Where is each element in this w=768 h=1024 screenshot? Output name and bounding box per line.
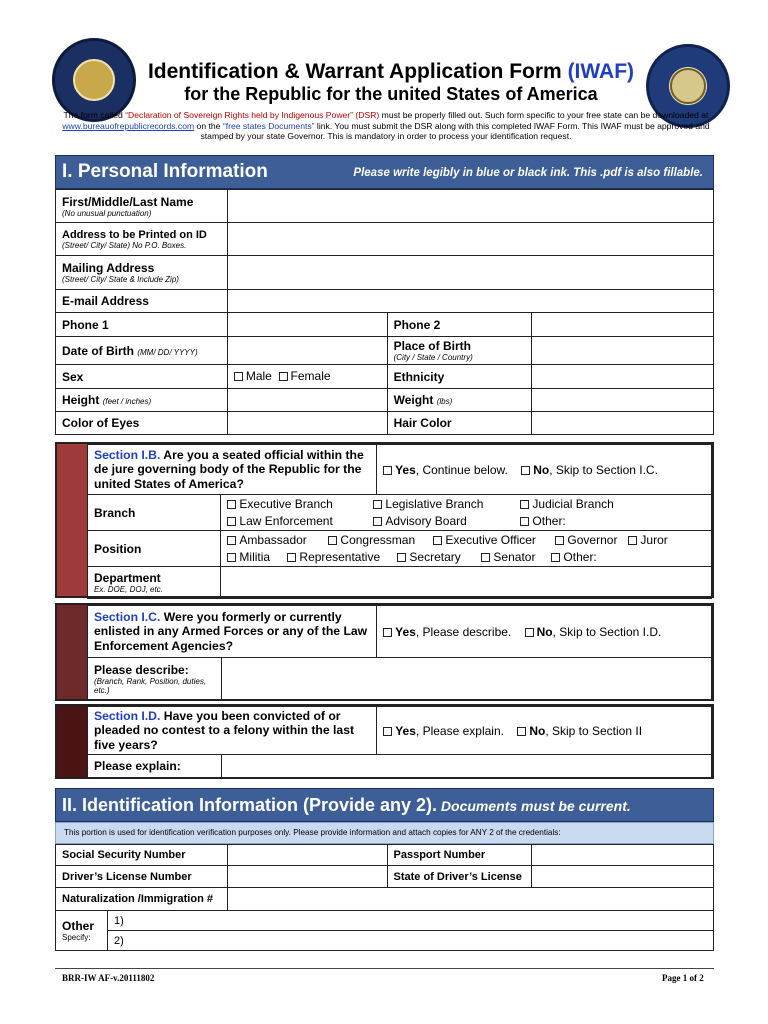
position-ambassador[interactable]: Ambassador xyxy=(227,532,328,549)
intro-paragraph: The form called “Declaration of Sovereign Rights held by Indigenous Power” (DSR) must be properly filled out. Such form specific to your free state can be downloaded at www.bureauofrepublicrecords.com on the “free states Documents” link. You must submit the DSR along with this completed IWAF Form. This IWAF must be approved and stamped by your state Governor. This is mandatory in order to process your identification request. xyxy=(62,110,710,142)
page-number: Page 1 of 2 xyxy=(662,973,704,983)
section-1-header xyxy=(55,155,714,189)
checkbox-icon xyxy=(227,517,236,526)
checkbox-icon xyxy=(373,500,382,509)
checkbox-icon xyxy=(555,536,564,545)
branch-law-enforcement[interactable]: Law Enforcement xyxy=(227,513,373,530)
address-field[interactable] xyxy=(227,223,713,256)
dob-field[interactable] xyxy=(227,337,387,365)
bureau-link[interactable]: www.bureauofrepublicrecords.com xyxy=(62,120,195,131)
section-id-question: Section I.D. Have you been convicted of or pleaded no contest to a felony within the last five years? xyxy=(88,707,377,755)
branch-executive[interactable]: Executive Branch xyxy=(227,496,373,513)
position-label: Position xyxy=(88,531,221,567)
footer-divider xyxy=(55,968,714,969)
explain-field[interactable] xyxy=(221,755,711,778)
checkbox-icon xyxy=(383,628,392,637)
weight-label: Weight (lbs) xyxy=(387,389,532,412)
passport-field[interactable] xyxy=(532,845,714,866)
dl-state-label: State of Driver’s License xyxy=(387,866,532,888)
phone1-label: Phone 1 xyxy=(56,313,228,337)
name-label: First/Middle/Last Name (No unusual punctuation) xyxy=(56,190,228,223)
section-id-no[interactable]: No, Skip to Section II xyxy=(517,724,642,738)
position-congressman[interactable]: Congressman xyxy=(328,532,433,549)
department-field[interactable] xyxy=(221,567,712,599)
hair-label: Hair Color xyxy=(387,412,532,435)
eyes-field[interactable] xyxy=(227,412,387,435)
checkbox-icon xyxy=(383,727,392,736)
email-field[interactable] xyxy=(227,290,713,313)
branch-options xyxy=(221,495,712,531)
checkbox-icon xyxy=(279,372,288,381)
email-label: E-mail Address xyxy=(56,290,228,313)
section-id-yes[interactable]: Yes, Please explain. xyxy=(383,724,504,738)
dob-label: Date of Birth (MM/ DD/ YYYY) xyxy=(56,337,228,365)
position-representative[interactable]: Representative xyxy=(287,549,397,566)
position-executive-officer[interactable]: Executive Officer xyxy=(433,532,555,549)
section-id-color-bar xyxy=(57,706,87,777)
section-ib-color-bar xyxy=(57,444,87,596)
ethnicity-label: Ethnicity xyxy=(387,365,532,389)
checkbox-icon xyxy=(227,536,236,545)
height-field[interactable] xyxy=(227,389,387,412)
section-2-note: This portion is used for identification verification purposes only. Please provide information and attach copies for ANY 2 of the credentials: xyxy=(55,822,714,844)
position-militia[interactable]: Militia xyxy=(227,549,287,566)
naturalization-label: Naturalization /Immigration # xyxy=(56,888,228,911)
section-ib-no[interactable]: No, Skip to Section I.C. xyxy=(521,463,658,477)
checkbox-icon xyxy=(227,553,236,562)
position-senator[interactable]: Senator xyxy=(481,549,551,566)
other-field-2[interactable]: 2) xyxy=(107,931,713,951)
form-title: Identification & Warrant Application Form (IWAF) xyxy=(147,60,635,83)
dl-state-field[interactable] xyxy=(532,866,714,888)
mailing-field[interactable] xyxy=(227,256,713,290)
checkbox-icon xyxy=(287,553,296,562)
explain-label: Please explain: xyxy=(88,755,222,778)
section-ic-yes[interactable]: Yes, Please describe. xyxy=(383,625,511,639)
position-governor[interactable]: Governor xyxy=(555,532,628,549)
position-juror[interactable]: Juror xyxy=(628,533,667,547)
section-id xyxy=(55,704,714,779)
section-ic-no[interactable]: No, Skip to Section I.D. xyxy=(525,625,662,639)
address-label: Address to be Printed on ID (Street/ City/ State) No P.O. Boxes. xyxy=(56,223,228,256)
position-options xyxy=(221,531,712,567)
section-1-note: Please write legibly in blue or black ink. This .pdf is also fillable. xyxy=(353,167,703,179)
ssn-field[interactable] xyxy=(227,845,387,866)
dl-label: Driver’s License Number xyxy=(56,866,228,888)
checkbox-icon xyxy=(433,536,442,545)
section-ib-answer xyxy=(377,445,712,495)
checkbox-icon xyxy=(525,628,534,637)
sex-options xyxy=(227,365,387,389)
section-ic xyxy=(55,603,714,701)
eyes-label: Color of Eyes xyxy=(56,412,228,435)
checkbox-icon xyxy=(520,500,529,509)
checkbox-icon xyxy=(328,536,337,545)
phone2-field[interactable] xyxy=(532,313,714,337)
section-id-answer xyxy=(377,707,712,755)
section-ic-answer xyxy=(377,606,712,658)
branch-label: Branch xyxy=(88,495,221,531)
describe-label: Please describe: (Branch, Rank, Position, duties, etc.) xyxy=(88,658,222,700)
passport-label: Passport Number xyxy=(387,845,532,866)
describe-field[interactable] xyxy=(221,658,711,700)
section-ib-question: Section I.B. Are you a seated official within the de jure governing body of the Republic for the united States of America? xyxy=(88,445,377,495)
mailing-label: Mailing Address (Street/ City/ State & Include Zip) xyxy=(56,256,228,290)
checkbox-icon xyxy=(517,727,526,736)
branch-other[interactable]: Other: xyxy=(520,514,565,528)
other-field-1[interactable]: 1) xyxy=(107,911,713,931)
hair-field[interactable] xyxy=(532,412,714,435)
sex-male-option[interactable]: Male xyxy=(234,369,272,383)
sex-label: Sex xyxy=(56,365,228,389)
section-ib-yes[interactable]: Yes, Continue below. xyxy=(383,463,508,477)
checkbox-icon xyxy=(520,517,529,526)
checkbox-icon xyxy=(373,517,382,526)
checkbox-icon xyxy=(234,372,243,381)
naturalization-field[interactable] xyxy=(227,888,713,911)
other-label: Other Specify: xyxy=(56,911,108,951)
pob-field[interactable] xyxy=(532,337,714,365)
ethnicity-field[interactable] xyxy=(532,365,714,389)
form-version: BRR-IW AF-v.20111802 xyxy=(62,973,155,983)
section-1-title: I. Personal Information xyxy=(62,161,268,182)
checkbox-icon xyxy=(383,466,392,475)
checkbox-icon xyxy=(628,536,637,545)
section-2-title: II. Identification Information (Provide any 2). Documents must be current. xyxy=(62,795,631,815)
height-label: Height (feet / inches) xyxy=(56,389,228,412)
phone1-field[interactable] xyxy=(227,313,387,337)
dl-field[interactable] xyxy=(227,866,387,888)
department-label: Department Ex. DOE, DOJ, etc. xyxy=(88,567,221,599)
sex-female-option[interactable]: Female xyxy=(279,369,331,383)
section-2-header xyxy=(55,788,714,822)
ssn-label: Social Security Number xyxy=(56,845,228,866)
phone2-label: Phone 2 xyxy=(387,313,532,337)
checkbox-icon xyxy=(397,553,406,562)
section-ib xyxy=(55,442,714,598)
branch-advisory-board[interactable]: Advisory Board xyxy=(373,513,520,530)
pob-label: Place of Birth (City / State / Country) xyxy=(387,337,532,365)
identification-table xyxy=(55,844,714,951)
position-other[interactable]: Other: xyxy=(551,550,596,564)
form-subtitle: for the Republic for the united States of America xyxy=(184,84,598,104)
section-ic-question: Section I.C. Were you formerly or currently enlisted in any Armed Forces or any of the Law Enforcement Agencies? xyxy=(88,606,377,658)
branch-legislative[interactable]: Legislative Branch xyxy=(373,496,520,513)
checkbox-icon xyxy=(521,466,530,475)
name-field[interactable] xyxy=(227,190,713,223)
checkbox-icon xyxy=(551,553,560,562)
weight-field[interactable] xyxy=(532,389,714,412)
branch-judicial[interactable]: Judicial Branch xyxy=(520,497,613,511)
checkbox-icon xyxy=(481,553,490,562)
position-secretary[interactable]: Secretary xyxy=(397,549,481,566)
checkbox-icon xyxy=(227,500,236,509)
personal-info-table xyxy=(55,189,714,435)
section-ic-color-bar xyxy=(57,605,87,699)
